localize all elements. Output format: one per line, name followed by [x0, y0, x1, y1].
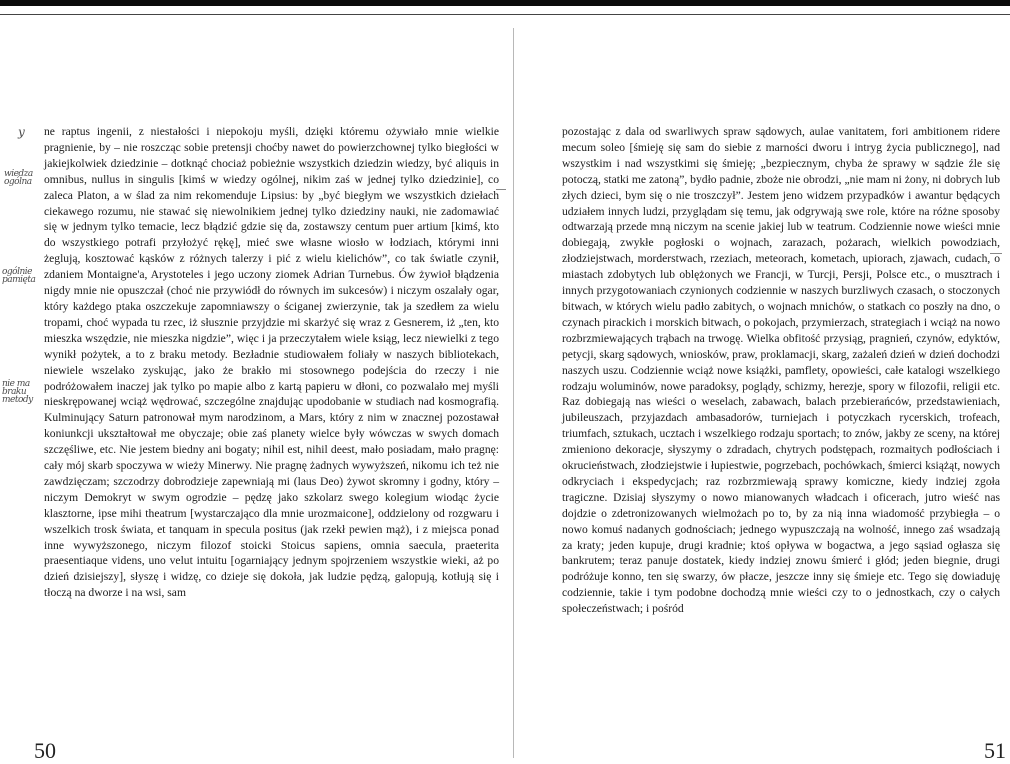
pencil-check-mark: y — [18, 125, 25, 139]
margin-note-2: ogólnie pamięta — [2, 267, 36, 285]
left-page-body-text — [44, 124, 499, 601]
left-page-paragraph: ne raptus ingenii, z niestałości i niepokoju myśli, dzięki któremu ożywiało mnie wielkie pragnienie, by – nie roszcząc sobie pretensji choćby nawet do powierzchownej tylko biegłości w jakiejkolwiek dziedzinie – dotknąć chociaż pobieżnie wszystkich dziedzin wiedzy, być aliquis in omnibus, nullus in singulis [kimś w wiedzy ogólnej, nikim zaś w jednej tylko dziedzinie], co zaleca Platon, a w ślad za nim rekomenduje Lipsius: by „być biegłym we wszystkich dziełach ciekawego rozumu, nie stawać się niewolnikiem jednej tylko dziedziny nauki, nie zadomawiać się w jednym tylko temacie, lecz błądzić gdzie się da, zostawszy centum puer artium [kimś, kto do wszystkiego potrafi przyłożyć rękę], mieć swe własne wiosło w łodziach, którymi inni żeglują, kosztować kąsków z różnych talerzy i pić z wielu kielichów”, co tak światle czynił, zdaniem Montaigne'a, Arystoteles i jego uczony ziomek Adrian Turnebus. Ów żywioł błądzenia nigdy mnie nie opuszczał (choć nie przywiódł do równych im sukcesów) i niczym oszalały ogar, który każdego ptaka oszczekuje zapomniawszy o ściganej zwierzynie, tak ja szedłem za wielu tropami, choć wypada tu rzec, iż słusznie przyjdzie mi skarżyć się wraz z Gesnerem, iż „ten, kto mieszka wszędzie, nie mieszka nigdzie”, więc i ja przeczytałem wiele ksiąg, lecz niewielki z tego wynikł pożytek, a to z braku metody. Bezładnie studiowałem foliały w naszych bibliotekach, niewiele wszelako zyskując, jako że brakło mi stosownego podejścia do rzeczy i nie podróżowałem inaczej jak tylko po mapie albo z kartą papieru w dłoni, co pozwalało mej myśli nieskrępowanej wciąż wędrować, szczególne znajdując upodobanie w studiach nad kosmografią. Kulminujący Saturn patronował mym narodzinom, a Mars, który z nim w znacznej pozostawał koniunkcji ukształtował me obyczaje; obie zaś planety wielce były wówczas w swych domach szczęśliwe, etc. Nie jestem biedny ani bogaty; nihil est, nihil deest, mało posiadam, mało pragnę: cały mój skarb spoczywa w wieży Minerwy. Nie pragnę żadnych wywyższeń, nikomu ich też nie zawdzięczam; szczodrzy dobrodzieje zapewniają mi (laus Deo) żywot skromny i godny, który – niczym Demokryt w swym ogrodzie – pędzę jako szkolarz swego kolegium wiodąc życie klasztorne, ipse mihi theatrum [wystarczająco dla mnie urozmaicone], oddzielony od rozgwaru i wszelkich trosk świata, et tanquam in specula positus (jak rzekł pewien mąż), i z miejsca ponad inne wywyższonego, niczym filozof stoicki Stoicus sapiens, omnia saecula, praeterita praesentiaque videns, uno velut intuitu [ogarniający jednym spojrzeniem wszystkie wieki, aż po dzień dzisiejszy], słyszę i widzę, co dzieje się dokoła, jak ludzie pędzą, galopują, kotłują się i tłoczą na dworze i na wsi, sam — [44, 125, 499, 600]
right-page — [514, 0, 1010, 763]
right-page-number: 51 — [984, 738, 1006, 763]
right-page-paragraph: pozostając z dala od swarliwych spraw sądowych, aulae vanitatem, fori ambitionem ridere mecum soleo [śmieję się sam do siebie z marności dworu i intryg życia publicznego], nad wszystkim i nad wszystkimi się śmieję; „bezpiecznym, chyba że sprawy w sądzie źle się potoczą, statki me zatoną”, bydło padnie, zboże nie obrodzi, „nie mam ni żony, ni dobrych lub złych dzieci, bym się o nie troszczył”. Jestem jeno widzem przypadków i awantur będących udziałem innych ludzi, przyglądam się temu, jak odgrywają swe role, które na różne sposoby odtwarzają przede mną niczym na scenie jakiej lub w teatrum. Codziennie nowe wieści mnie dobiegają, zwykłe pogłoski o wojnach, zarazach, pożarach, wielkich powodziach, złodziejstwach, morderstwach, rzeziach, meteorach, kometach, upiorach, zjawach, cudach, o miastach zdobytych lub oblężonych we Francji, w Turcji, Persji, Polsce etc., o musztrach i innych przygotowaniach czynionych codziennie w naszych burzliwych czasach, o stoczonych bitwach, w których wielu padło zabitych, o wojnach mnichów, o statkach co poszły na dno, o czynach pirackich i morskich bitwach, o pokojach, przymierzach, strategiach i wciąż na nowo rozbrzmiewających trąbach na trwogę. Wielka obfitość przysiąg, pragnień, czynów, edyktów, petycji, skarg sądowych, wniosków, praw, proklamacji, skarg, zażaleń dzień w dzień dochodzi naszych uszu. Codziennie wciąż nowe książki, pamflety, opowieści, całe katalogi wszelkiego rodzaju woluminów, nowe paradoksy, poglądy, schizmy, herezje, spory w filozofii, religii etc. Raz dobiegają nas wieści o weselach, zabawach, balach przebierańców, przedstawieniach, jubileuszach, przyjazdach ambasadorów, turniejach i potyczkach rycerskich, trofeach, triumfach, sztukach, ucztach i wszelkiego rodzaju sportach; to znów, jakby ze sceny, na której zmieniono dekoracje, słyszymy o zdradach, chytrych podstępach, rozmaitych podłościach i okrucieństwach, złodziejstwie i łupiestwie, pogrzebach, pochówkach, śmierci książąt, nowych odkryciach i ekspedycjach; raz rozbrzmiewają sprawy komiczne, kiedy indziej zgoła tragiczne. Dzisiaj słyszymy o nowo mianowanych władcach i oficerach, jutro wieść nas dojdzie o zdetronizowanych wielmożach po to, by za nią inna wiadomość przybiegła – o nowo komuś nadanych godnościach; jednego wypuszczają na wolność, innego zaś wsadzają za kraty; jeden kupuje, drugi kradnie; ktoś opływa w bogactwa, a jego sąsiad ogłasza się bankrutem; teraz panuje dostatek, kiedy indziej znowu śmierć i głód; jeden biegnie, drugi podróżuje konno, ten się swarzy, ów płacze, jeszcze inny się śmieje etc. Tego się dowiaduję codziennie, takie i tym podobne dochodzą mnie wieści czy to o jednostkach, czy o całych społeczeństwach; i pośród — [562, 125, 1000, 616]
right-page-body-text — [562, 124, 1000, 617]
left-page-number: 50 — [34, 738, 56, 763]
margin-note-1: wiedza ogólna — [4, 169, 33, 187]
margin-note-3: nie ma braku metody — [2, 379, 33, 405]
